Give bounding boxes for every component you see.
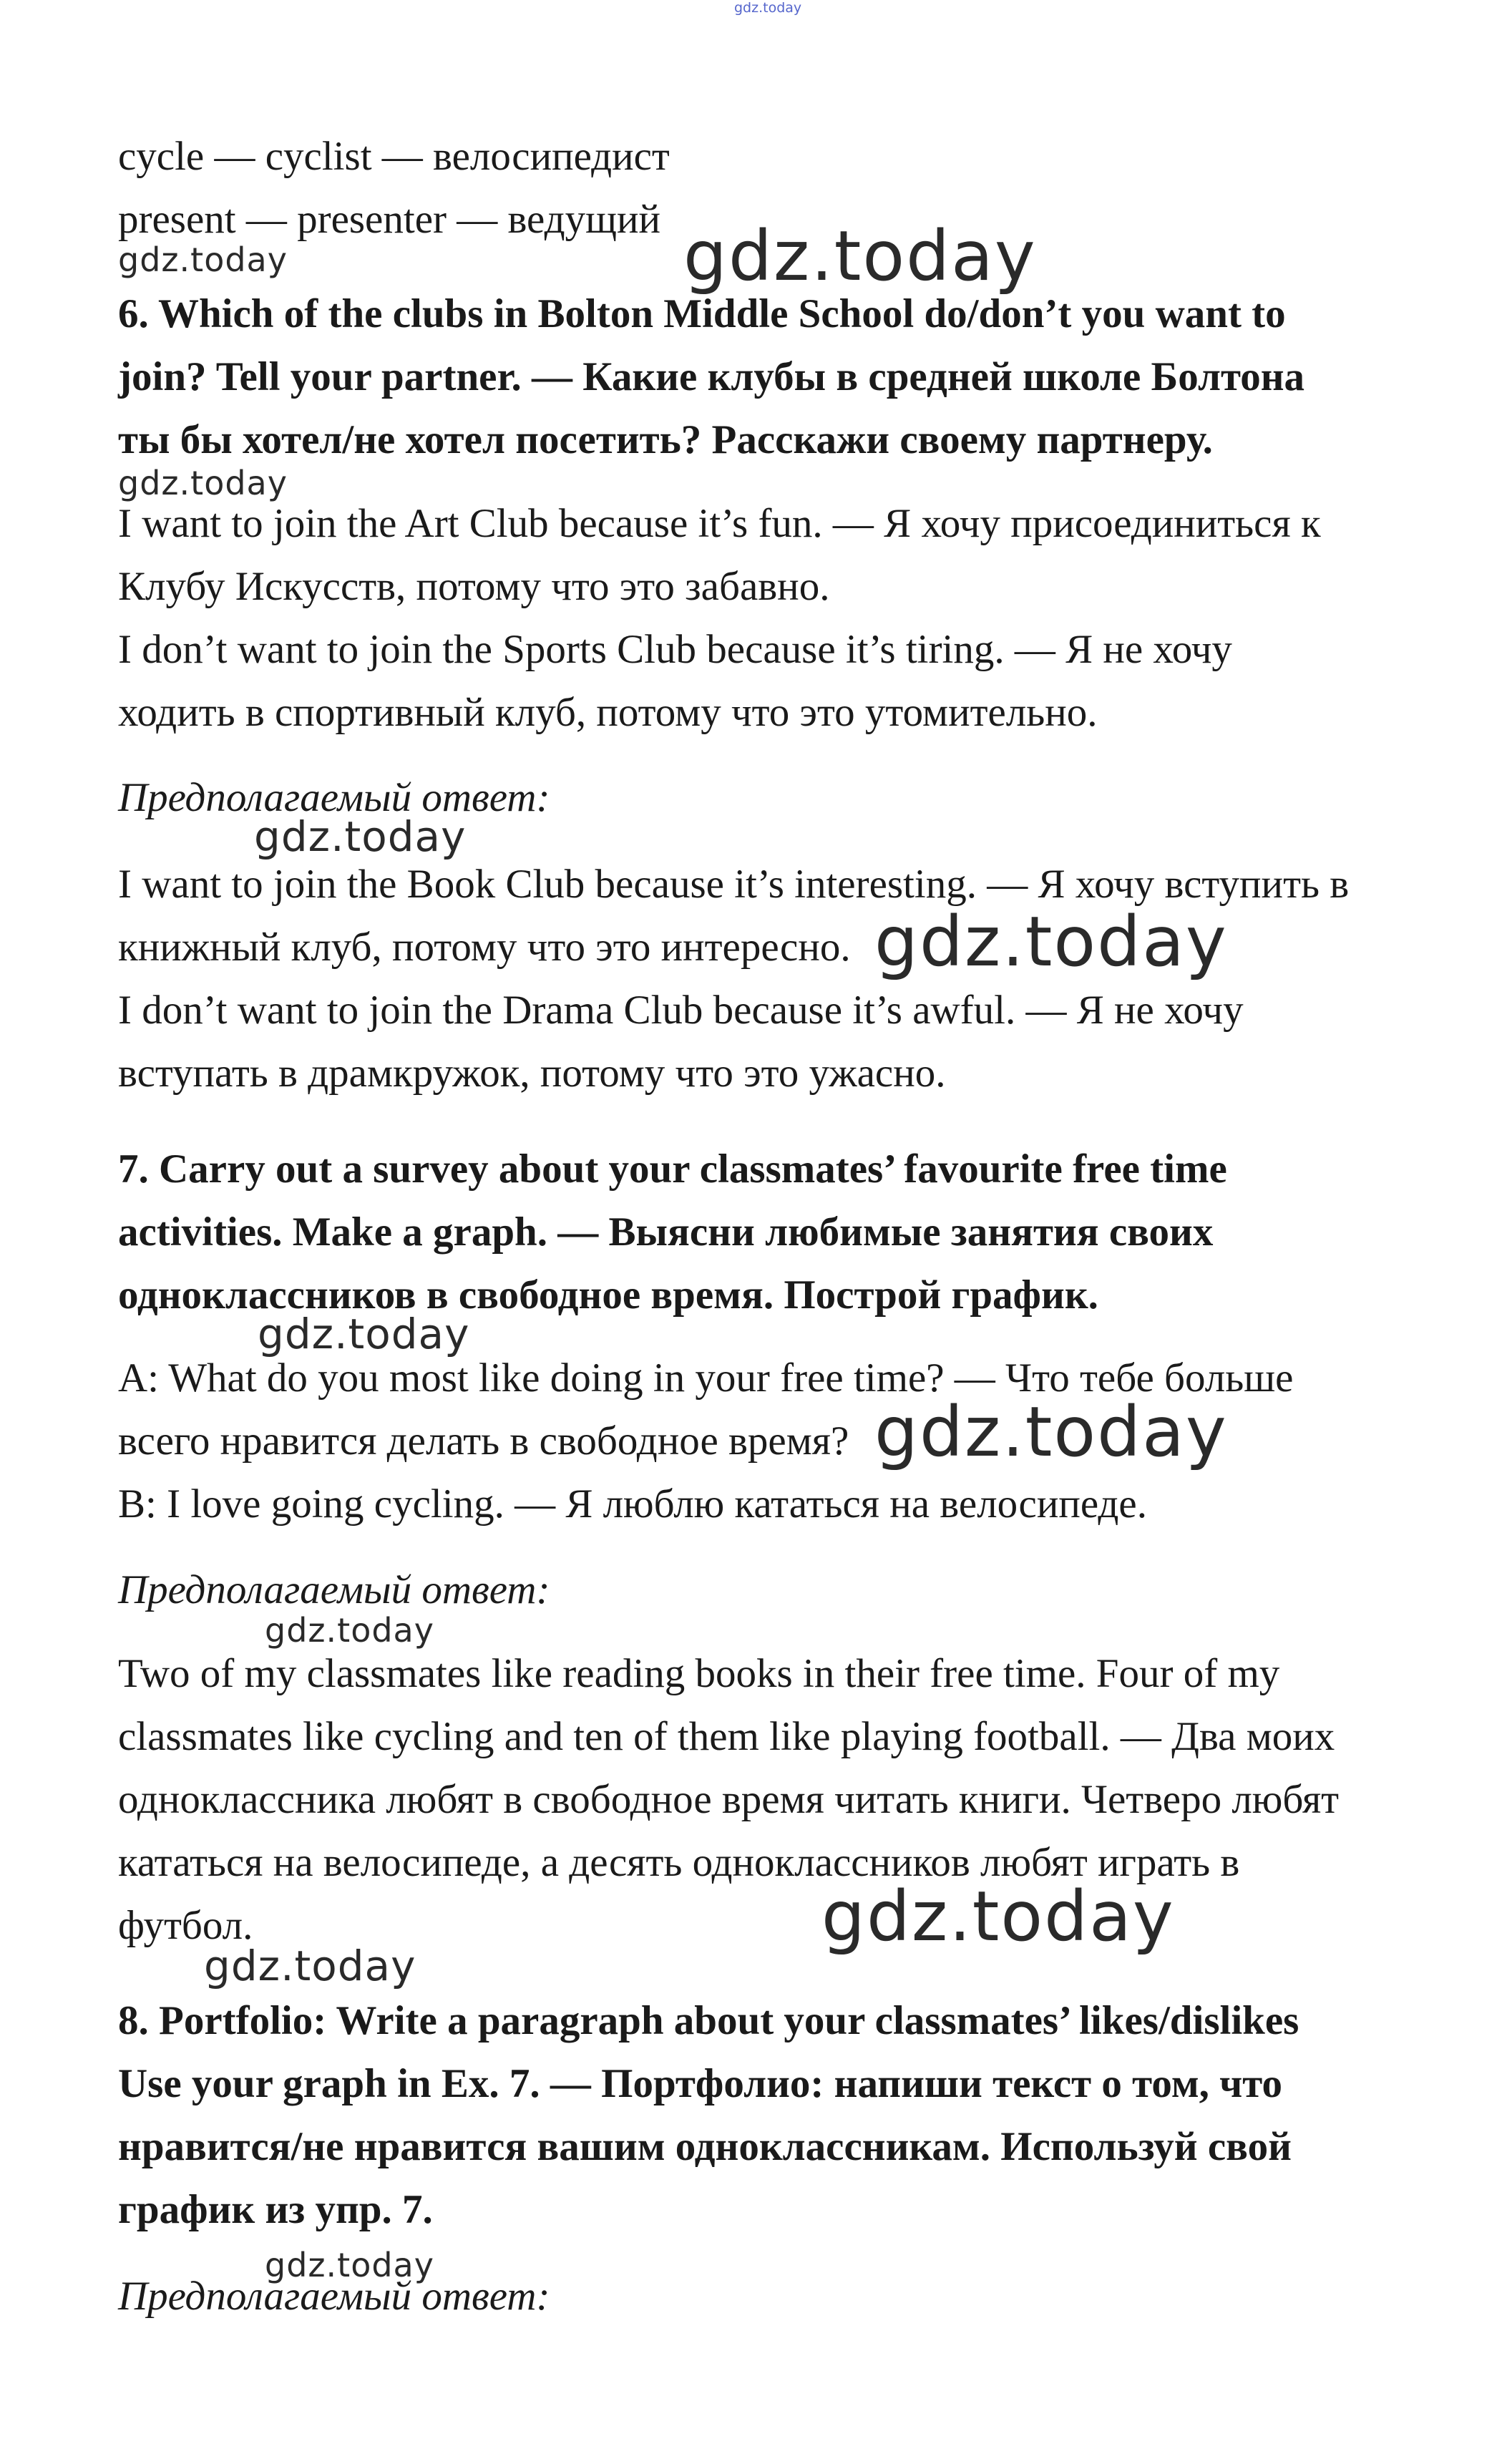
watermark: gdz.today <box>204 1942 416 1990</box>
word-present-line: present — presenter — ведущий <box>118 197 661 242</box>
answer-line: I want to join the Book Club because it’s interesting. — Я хочу вступить в <box>118 862 1350 907</box>
exercise-8-heading-line-2: Use your graph in Ex. 7. — Портфолио: напиши текст о том, что <box>118 2061 1283 2106</box>
watermark: gdz.today <box>874 1392 1228 1472</box>
example-line: ходить в спортивный клуб, потому что это утомительно. <box>118 690 1098 735</box>
exercise-7-heading-line-1: 7. Carry out a survey about your classmates’ favourite free time <box>118 1146 1227 1192</box>
suggested-answer-label: Предполагаемый ответ: <box>118 1567 550 1612</box>
exercise-8-heading-line-4: график из упр. 7. <box>118 2187 433 2232</box>
watermark: gdz.today <box>258 1310 470 1358</box>
answer-line: одноклассника любят в свободное время читать книги. Четверо любят <box>118 1777 1340 1822</box>
exercise-7-heading-line-2: activities. Make a graph. — Выясни любимые занятия своих <box>118 1209 1214 1255</box>
exercise-7-heading-line-3: одноклассников в свободное время. Построй график. <box>118 1272 1098 1318</box>
watermark: gdz.today <box>254 812 467 861</box>
exercise-8-heading-line-3: нравится/не нравится вашим одноклассникам. Используй свой <box>118 2124 1292 2169</box>
answer-line: вступать в драмкружок, потому что это ужасно. <box>118 1051 946 1096</box>
dialogue-line: B: I love going cycling. — Я люблю кататься на велосипеде. <box>118 1481 1147 1527</box>
example-line: I want to join the Art Club because it’s fun. — Я хочу присоединиться к <box>118 501 1321 546</box>
watermark: gdz.today <box>874 902 1228 982</box>
exercise-6-heading-line-1: 6. Which of the clubs in Bolton Middle School do/don’t you want to <box>118 291 1286 336</box>
suggested-answer-label: Предполагаемый ответ: <box>118 2274 550 2319</box>
exercise-6-heading-line-2: join? Tell your partner. — Какие клубы в средней школе Болтона <box>118 354 1305 399</box>
answer-line: книжный клуб, потому что это интересно. <box>118 925 851 970</box>
answer-line: Two of my classmates like reading books in their free time. Four of my <box>118 1651 1280 1696</box>
watermark: gdz.today <box>265 1611 434 1650</box>
example-line: I don’t want to join the Sports Club because it’s tiring. — Я не хочу <box>118 627 1232 672</box>
answer-line: classmates like cycling and ten of them like playing football. — Два моих <box>118 1714 1335 1759</box>
watermark: gdz.today <box>683 216 1037 296</box>
suggested-answer-label: Предполагаемый ответ: <box>118 775 550 820</box>
example-line: Клубу Искусств, потому что это забавно. <box>118 564 830 609</box>
exercise-8-heading-line-1: 8. Portfolio: Write a paragraph about your classmates’ likes/dislikes <box>118 1998 1299 2043</box>
watermark-top: gdz.today <box>734 0 802 16</box>
answer-line: I don’t want to join the Drama Club because it’s awful. — Я не хочу <box>118 988 1244 1033</box>
exercise-6-heading-line-3: ты бы хотел/не хотел посетить? Расскажи своему партнеру. <box>118 417 1213 462</box>
watermark: gdz.today <box>118 240 288 279</box>
answer-line: футбол. <box>118 1903 253 1948</box>
dialogue-line: всего нравится делать в свободное время? <box>118 1418 849 1464</box>
watermark: gdz.today <box>821 1876 1175 1957</box>
word-cycle-line: cycle — cyclist — велосипедист <box>118 134 670 179</box>
watermark: gdz.today <box>265 2246 434 2284</box>
answer-line: кататься на велосипеде, а десять одноклассников любят играть в <box>118 1840 1240 1885</box>
watermark: gdz.today <box>118 464 288 502</box>
dialogue-line: A: What do you most like doing in your free time? — Что тебе больше <box>118 1355 1294 1401</box>
